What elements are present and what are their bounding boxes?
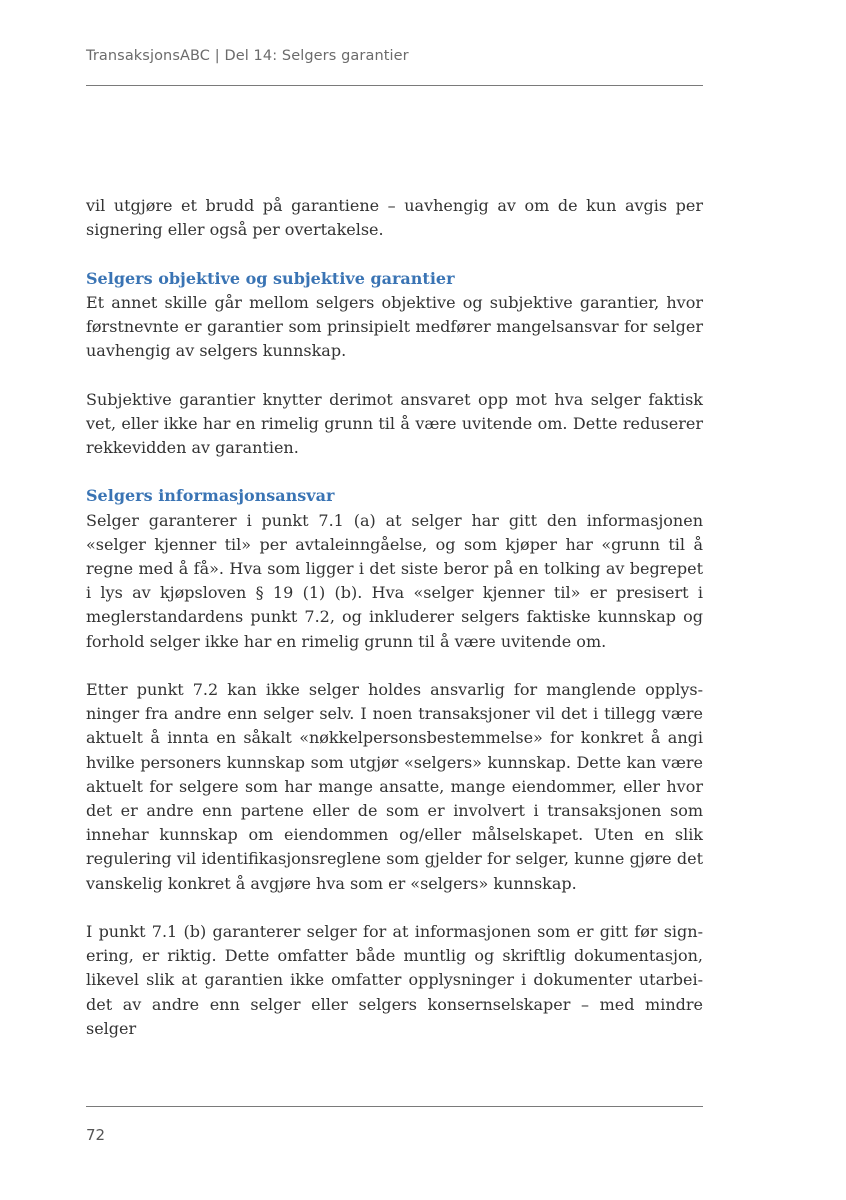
section-heading-guarantees: Selgers objektive og subjektive garantier [86, 268, 455, 288]
section-paragraph: I punkt 7.1 (b) garanterer selger for at informasjonen som er gitt før signering, er riktig. Dette omfatter både muntlig og skriftlig dokumentasjon, likevel slik at garantien ikke omfatter opplysninger i dokumenter utarbeidet av andre enn selger eller selgers konsernselskaper – med mindre selger [86, 922, 703, 1038]
section-paragraph: Etter punkt 7.2 kan ikke selger holdes ansvarlig for manglende opplysninger fra andre enn selger selv. I noen transaksjoner vil det i tillegg være aktuelt å innta en såkalt «nøkkelpersonsbestemmelse» for konkret å angi hvilke personers kunnskap som utgjør «selgers» kunnskap. Dette kan være aktuelt for selgere som har mange ansatte, mange eiendommer, eller hvor det er andre enn partene eller de som er involvert i transaksjonen som innehar kunnskap om eiendommen og/eller målselskapet. Uten en slik regulering vil identifikasjonsreglene som gjelder for selger, kunne gjøre det vanskelig konkret å avgjøre hva som er «selgers» kunnskap. [86, 680, 703, 893]
header-divider [86, 85, 703, 86]
page-number: 72 [86, 1126, 106, 1144]
running-header: TransaksjonsABC | Del 14: Selgers garantier [86, 48, 409, 64]
page-body [86, 194, 703, 1065]
section-heading-information-liability: Selgers informasjonsansvar [86, 486, 335, 506]
section-paragraph: Subjektive garantier knytter derimot ansvaret opp mot hva selger faktisk vet, eller ikke har en rimelig grunn til å være uvitende om. Dette reduserer rekkevidden av garantien. [86, 389, 703, 457]
section-paragraph: Selger garanterer i punkt 7.1 (a) at selger har gitt den informasjonen «selger kjenner til» per avtaleinngåelse, og som kjøper har «grunn til å regne med å få». Hva som ligger i det siste beror på en tolking av begrepet i lys av kjøpsloven § 19 (1) (b). Hva «selger kjenner til» er presisert i meglerstandardens punkt 7.2, og inkluderer selgers faktiske kunnskap og forhold selger ikke har en rimelig grunn til å være uvitende om. [86, 510, 703, 651]
intro-paragraph: vil utgjøre et brudd på garantiene – uavhengig av om de kun avgis per signering eller også per overtakelse. [86, 196, 703, 240]
footer-divider [86, 1106, 703, 1107]
section-paragraph: Et annet skille går mellom selgers objektive og subjektive garantier, hvor førstnevnte er garantier som prinsipielt medfører mangelsansvar for selger uavhengig av selgers kunnskap. [86, 292, 703, 361]
